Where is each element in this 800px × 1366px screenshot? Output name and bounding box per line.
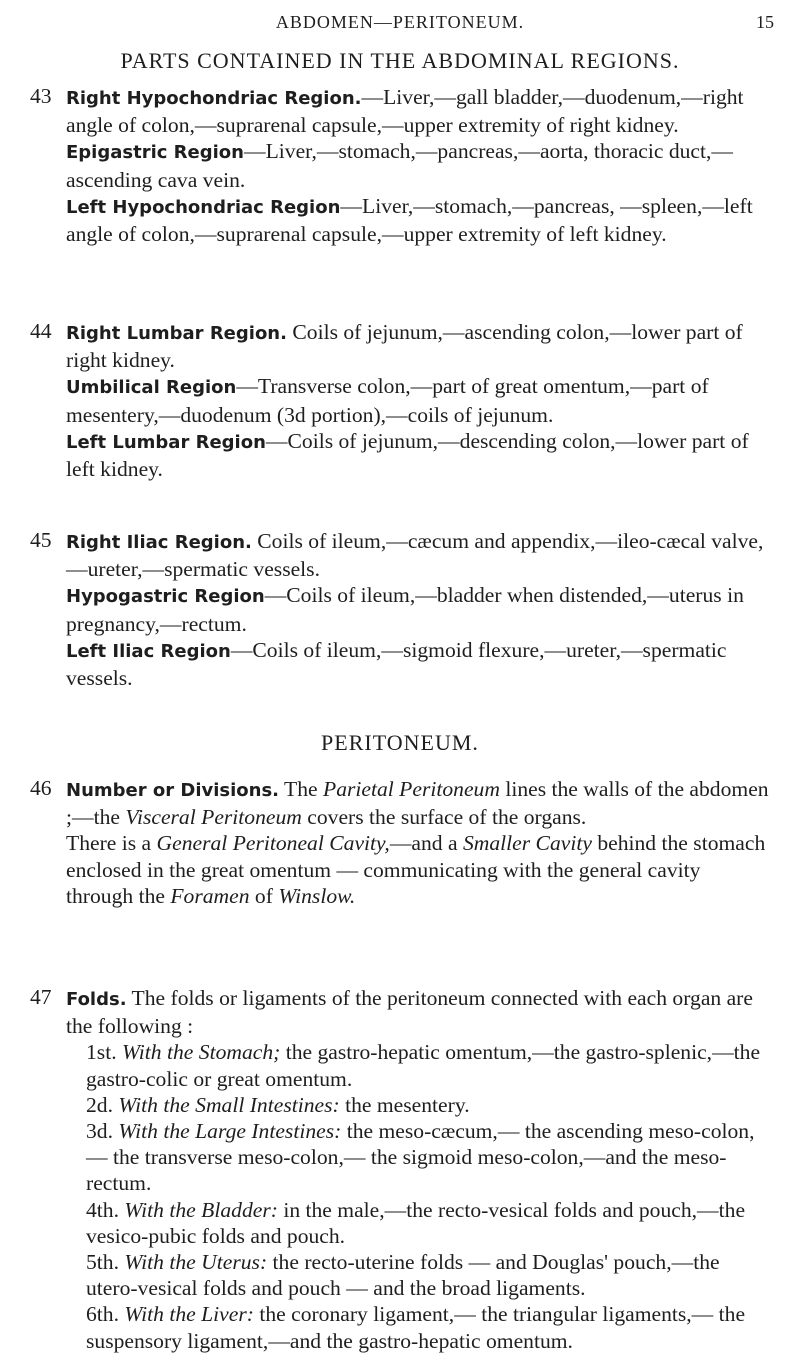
entry-umbilical bbox=[66, 373, 772, 427]
item-lead: 2d. bbox=[86, 1092, 119, 1117]
text-run: the mesentery. bbox=[339, 1092, 470, 1117]
section-title-regions: PARTS CONTAINED IN THE ABDOMINAL REGIONS. bbox=[120, 48, 680, 73]
italic-term: With the Small Intestines: bbox=[118, 1092, 340, 1117]
item-lead: 4th. bbox=[86, 1197, 125, 1222]
term: Folds. bbox=[66, 989, 127, 1010]
item-lead: 1st. bbox=[86, 1040, 122, 1065]
text-run: The folds or ligaments of the peritoneum connected with each organ are the following : bbox=[66, 986, 753, 1039]
running-head: ABDOMEN—PERITONEUM. bbox=[275, 12, 525, 32]
term: Epigastric Region bbox=[66, 142, 244, 164]
italic-term: General Peritoneal Cavity, bbox=[156, 831, 390, 856]
text-run: the recto-uterine folds — and Douglas' pouch,—the utero-vesical folds and pouch — and the broad ligaments. bbox=[86, 1250, 720, 1301]
text-run: —and a bbox=[389, 831, 463, 856]
term: Number or Divisions. bbox=[66, 780, 280, 801]
paragraph-47 bbox=[66, 985, 772, 1354]
folds-item-large-intestines bbox=[66, 1118, 772, 1197]
italic-term: With the Liver: bbox=[124, 1302, 254, 1327]
text-run: in the male,—the recto-vesical folds and pouch,—the vesico-pubic folds and pouch. bbox=[86, 1197, 746, 1248]
entry-right-lumbar bbox=[66, 319, 772, 373]
italic-term: Parietal Peritoneum bbox=[323, 777, 500, 801]
entry-left-hypochondriac bbox=[66, 193, 772, 247]
italic-term: With the Stomach; bbox=[122, 1040, 281, 1065]
item-lead: 6th. bbox=[86, 1302, 125, 1327]
paragraph-number-46: 46 bbox=[30, 776, 52, 800]
entry-right-hypochondriac bbox=[66, 84, 772, 138]
entry-text: Coils of ileum,—cæcum and appendix,—ileo-cæcal valve,—ureter,—spermatic vessels. bbox=[66, 529, 764, 582]
text-run: covers the surface of the organs. bbox=[301, 805, 587, 830]
term: Left Hypochondriac Region bbox=[66, 196, 341, 218]
paragraph-number-44: 44 bbox=[30, 319, 52, 343]
paragraph-46 bbox=[66, 776, 772, 909]
entry-epigastric bbox=[66, 138, 772, 192]
text-run: the gastro-hepatic omentum,—the gastro-splenic,—the gastro-colic or great omentum. bbox=[86, 1040, 761, 1091]
entry-hypogastric bbox=[66, 582, 772, 636]
term: Umbilical Region bbox=[66, 377, 237, 399]
entry-text: —Liver,—gall bladder,—duodenum,—right angle of colon,—suprarenal capsule,—upper extremity of right kidney. bbox=[66, 85, 744, 138]
entry-text: —Coils of ileum,—bladder when distended,—uterus in pregnancy,—rectum. bbox=[66, 583, 744, 636]
entry-left-lumbar bbox=[66, 428, 772, 482]
text-run: the coronary ligament,— the triangular ligaments,— the suspensory ligament,—and the gastro-hepatic omentum. bbox=[86, 1302, 746, 1353]
italic-term: With the Uterus: bbox=[124, 1250, 268, 1275]
paragraph-45 bbox=[66, 528, 772, 691]
entry-text: —Transverse colon,—part of great omentum,—part of mesentery,—duodenum (3d portion),—coils of jejunum. bbox=[66, 374, 709, 427]
paragraph-number-45: 45 bbox=[30, 528, 52, 552]
text-run: of bbox=[249, 883, 279, 908]
entry-text: —Liver,—stomach,—pancreas,—aorta, thoracic duct,—ascending cava vein. bbox=[66, 139, 734, 192]
term: Right Iliac Region. bbox=[66, 532, 252, 553]
folds-item-uterus bbox=[66, 1249, 772, 1301]
term: Left Iliac Region bbox=[66, 640, 231, 662]
term: Right Lumbar Region. bbox=[66, 323, 287, 344]
italic-term: With the Large Intestines: bbox=[118, 1119, 342, 1144]
text-run: lines the walls of the abdomen ;—the bbox=[66, 777, 769, 830]
page-header bbox=[0, 6, 800, 36]
cavity-text bbox=[66, 830, 772, 909]
item-lead: 5th. bbox=[86, 1250, 125, 1275]
paragraph-44 bbox=[66, 319, 772, 482]
section-title-peritoneum: PERITONEUM. bbox=[321, 730, 479, 755]
text-run: the meso-cæcum,— the ascending meso-colon,— the transverse meso-colon,— the sigmoid meso-colon,—and the meso-rectum. bbox=[86, 1119, 755, 1196]
page-number: 15 bbox=[756, 12, 774, 32]
text-run: behind the stomach enclosed in the great omentum — communicating with the general cavity through the bbox=[66, 831, 766, 908]
entry-text: —Liver,—stomach,—pancreas, —spleen,—left angle of colon,—suprarenal capsule,—upper extremity of left kidney. bbox=[66, 193, 753, 247]
entry-text: Coils of jejunum,—ascending colon,—lower part of right kidney. bbox=[66, 320, 743, 373]
term: Left Lumbar Region bbox=[66, 431, 266, 453]
paragraph-number-47: 47 bbox=[30, 985, 52, 1009]
folds-intro bbox=[66, 985, 772, 1039]
text-run: The bbox=[279, 777, 323, 801]
folds-item-small-intestines bbox=[66, 1092, 772, 1118]
folds-item-liver bbox=[66, 1301, 772, 1353]
entry-right-iliac bbox=[66, 528, 772, 582]
italic-term: Smaller Cavity bbox=[462, 831, 592, 856]
folds-item-stomach bbox=[66, 1039, 772, 1091]
folds-item-bladder bbox=[66, 1197, 772, 1249]
italic-term: Foramen bbox=[170, 883, 250, 908]
paragraph-number-43: 43 bbox=[30, 84, 52, 108]
italic-term: Winslow. bbox=[278, 883, 356, 908]
entry-text: —Coils of jejunum,—descending colon,—lower part of left kidney. bbox=[66, 428, 749, 482]
entry-text: —Coils of ileum,—sigmoid flexure,—ureter,—spermatic vessels. bbox=[66, 637, 727, 691]
divisions-text bbox=[66, 776, 772, 830]
entry-left-iliac bbox=[66, 637, 772, 691]
term: Hypogastric Region bbox=[66, 586, 265, 608]
paragraph-43 bbox=[66, 84, 772, 247]
italic-term: With the Bladder: bbox=[124, 1197, 278, 1222]
text-run: There is a bbox=[66, 831, 157, 856]
italic-term: Visceral Peritoneum bbox=[125, 805, 302, 830]
item-lead: 3d. bbox=[86, 1119, 119, 1144]
term: Right Hypochondriac Region. bbox=[66, 88, 362, 109]
